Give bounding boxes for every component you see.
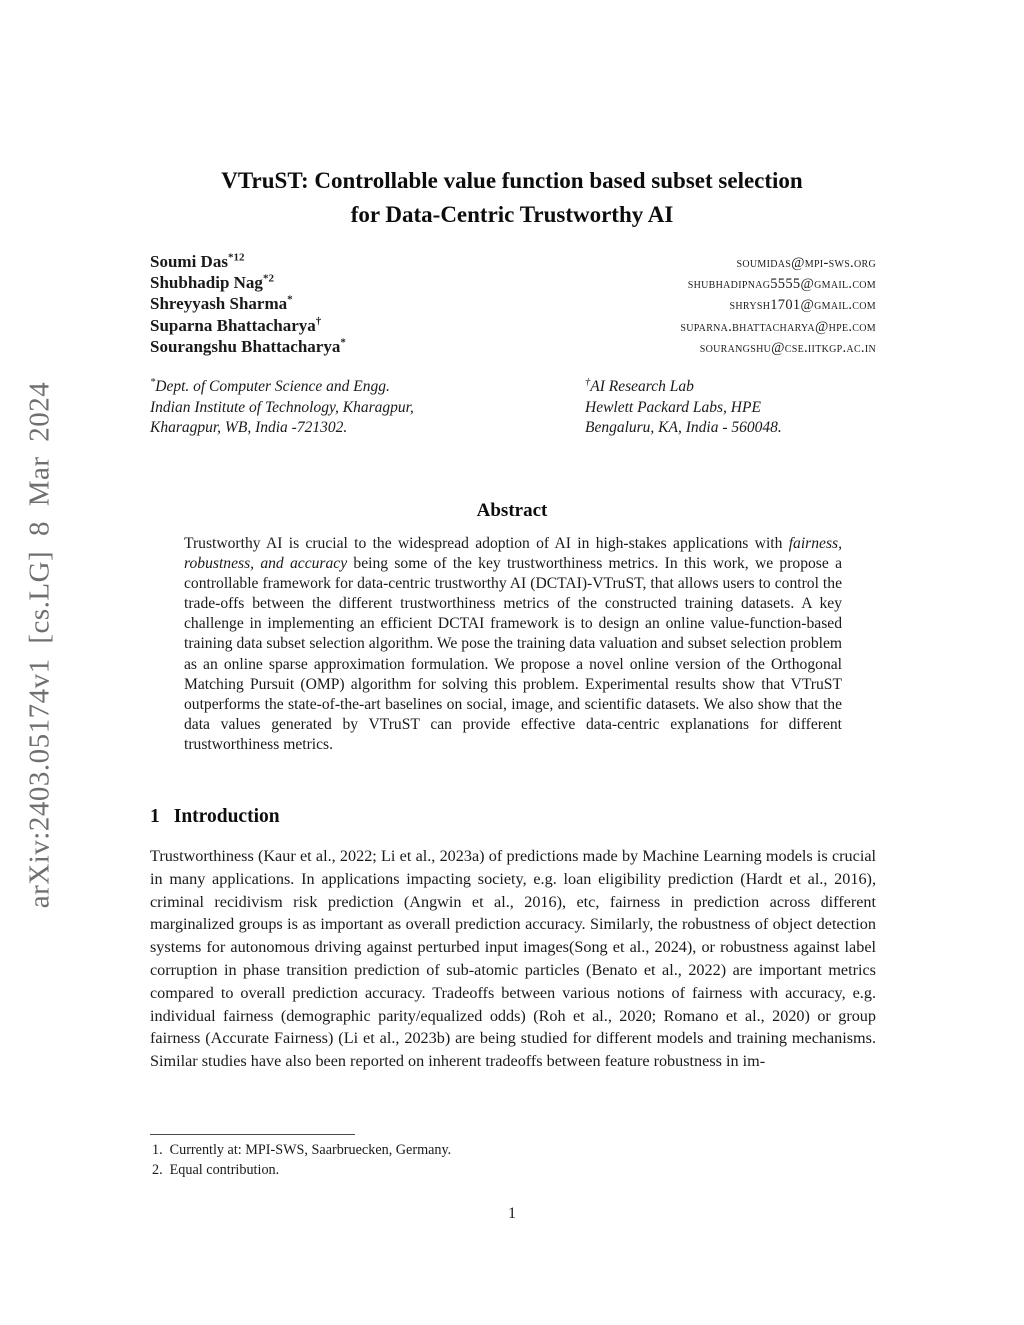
abstract-part1: Trustworthy AI is crucial to the widespread adoption of AI in high-stakes applications with (184, 535, 789, 552)
abstract-emphasis: fairness, robustness, and accuracy (184, 535, 842, 573)
author-name (150, 273, 274, 293)
affiliation-text: Dept. of Computer Science and Engg. (155, 378, 390, 395)
author-name-text: Sourangshu Bhattacharya (150, 336, 341, 356)
paper-title-line1: VTruST: Controllable value function based subset selection (221, 168, 803, 193)
author-row (150, 316, 876, 337)
affiliation-line: Bengaluru, KA, India - 560048. (585, 419, 782, 436)
introduction-paragraph: Trustworthiness (Kaur et al., 2022; Li et al., 2023a) of predictions made by Machine Learning models is crucial in many applications. In applications impacting society, e.g. loan eligibility prediction (Hardt et al., 2016), criminal recidivism risk prediction (Angwin et al., 2016), etc, fairness in prediction across different marginalized groups is as important as overall prediction accuracy. Similarly, the robustness of object detection systems for autonomous driving against perturbed input images(Song et al., 2024), or robustness against label corruption in phase transition prediction of sub-atomic particles (Benato et al., 2022) are important metrics compared to overall prediction accuracy. Tradeoffs between various notions of fairness with accuracy, e.g. individual fairness (demographic parity/equalized odds) (Roh et al., 2020; Romano et al., 2020) or group fairness (Accurate Fairness) (Li et al., 2023b) are being studied for different models and training mechanisms. Similar studies have also been reported on inherent tradeoffs between feature robustness in im- (150, 847, 876, 1071)
author-row (150, 252, 876, 273)
author-email: soumidas@mpi-sws.org (736, 255, 876, 271)
footnote-text: Equal contribution. (169, 1161, 280, 1178)
author-affiliation-marker: † (315, 314, 322, 327)
footnotes (152, 1141, 864, 1180)
abstract-heading: Abstract (476, 500, 548, 521)
abstract-part2: being some of the key trustworthiness metrics. In this work, we propose a controllable framework for data-centric trustworthy AI (DCTAI)-VTruST, that allows users to control the trade-offs between the different trustworthiness metrics of the constructed training datasets. A key challenge in implementing an efficient DCTAI framework is to design an online value-function-based training data subset selection algorithm. We pose the training data valuation and subset selection problem as an online sparse approximation formulation. We propose a novel online version of the Orthogonal Matching Pursuit (OMP) algorithm for solving this problem. Experimental results show that VTruST outperforms the state-of-the-art baselines on social, image, and scientific datasets. We also show that the data values generated by VTruST can provide effective data-centric explanations for different trustworthiness metrics. (184, 555, 842, 753)
section-title: Introduction (173, 806, 280, 827)
affiliation-text: AI Research Lab (590, 378, 694, 395)
footnote-text: Currently at: MPI-SWS, Saarbruecken, Germany. (169, 1142, 452, 1158)
paper-title (0, 164, 1024, 232)
author-email: shubhadipnag5555@gmail.com (687, 276, 876, 293)
section-number: 1 (150, 806, 160, 827)
affiliation-right (585, 377, 876, 439)
footnote-number: 2. (152, 1161, 163, 1178)
paper-title-line2: for Data-Centric Trustworthy AI (350, 202, 674, 227)
affiliation-line (150, 377, 585, 398)
author-email: suparna.bhattacharya@hpe.com (680, 318, 876, 335)
affiliation-marker: † (585, 376, 591, 388)
author-name-text: Soumi Das (150, 252, 228, 271)
author-email: sourangshu@cse.iitkgp.ac.in (699, 339, 876, 356)
author-name (150, 252, 244, 272)
author-affiliation-marker: * (340, 336, 346, 349)
footnote (152, 1141, 864, 1161)
affiliation-line: Hewlett Packard Labs, HPE (585, 398, 761, 416)
abstract-text (184, 534, 842, 755)
affiliation-line: Indian Institute of Technology, Kharagpur, (150, 398, 414, 416)
author-list (150, 252, 876, 358)
footnote-number: 1. (152, 1142, 163, 1158)
author-affiliation-marker: *2 (262, 272, 274, 285)
author-email: shrysh1701@gmail.com (729, 297, 876, 314)
author-name-text: Shubhadip Nag (150, 273, 263, 293)
author-name (150, 337, 346, 357)
author-row (150, 337, 876, 358)
affiliation-marker: * (150, 376, 156, 388)
section-heading-introduction (150, 806, 280, 828)
affiliation-left (150, 377, 585, 439)
footnote-rule (150, 1134, 355, 1135)
affiliation-line: Kharagpur, WB, India -721302. (150, 419, 348, 436)
page-number: 1 (508, 1205, 516, 1222)
author-name-text: Suparna Bhattacharya (150, 315, 316, 335)
author-affiliation-marker: * (287, 293, 293, 306)
affiliations (150, 377, 876, 439)
arxiv-watermark: arXiv:2403.05174v1 [cs.LG] 8 Mar 2024 (23, 381, 56, 909)
author-row (150, 273, 876, 294)
author-row (150, 294, 876, 315)
footnote (152, 1161, 864, 1181)
author-name-text: Shreyyash Sharma (150, 294, 288, 314)
affiliation-line (585, 377, 876, 398)
author-affiliation-marker: *12 (227, 251, 245, 264)
author-name (150, 316, 321, 336)
author-name (150, 294, 293, 314)
